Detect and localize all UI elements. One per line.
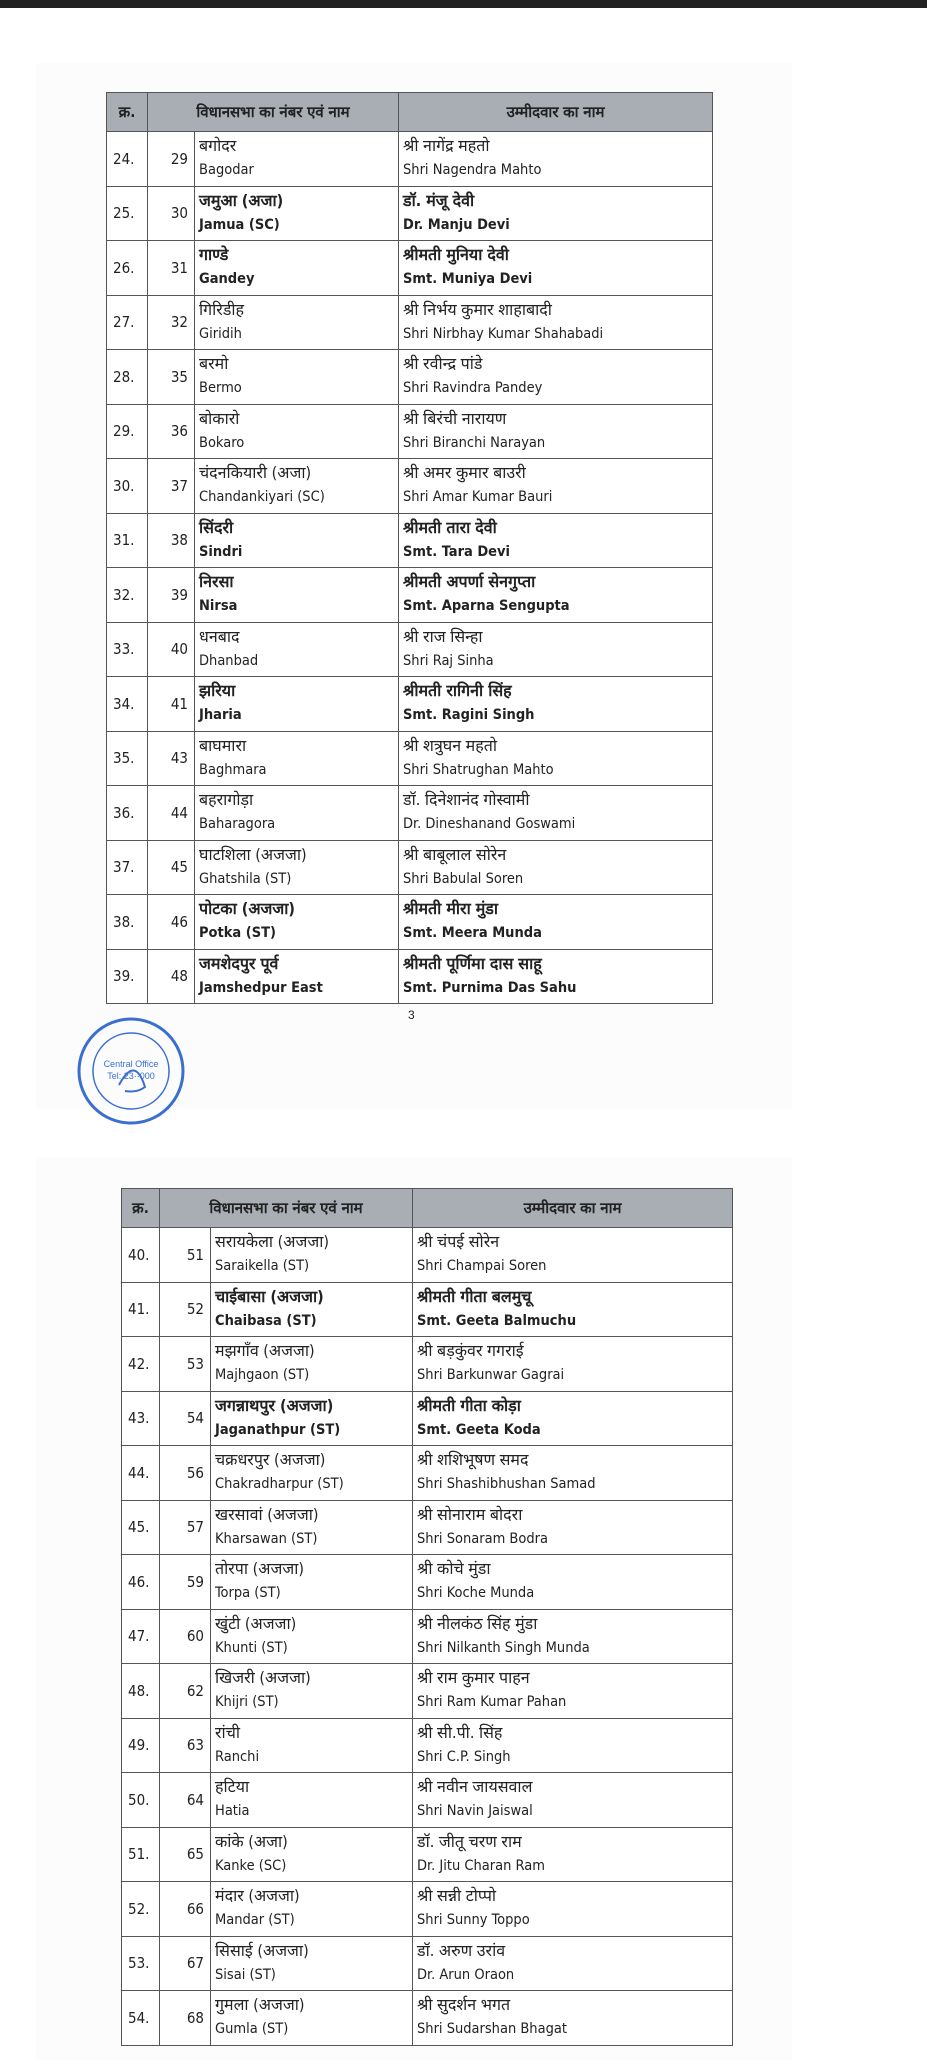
table-row xyxy=(122,1827,733,1882)
candidate-name xyxy=(413,1500,733,1555)
constituency-name xyxy=(195,786,399,841)
candidate-name xyxy=(399,295,713,350)
candidate-name-hindi: श्री शशिभूषण समद xyxy=(417,1450,529,1469)
candidate-name xyxy=(399,241,713,296)
constituency-number: 65 xyxy=(160,1827,211,1882)
constituency-name-hindi: कांके (अजा) xyxy=(215,1831,288,1851)
constituency-name-english: Jamua (SC) xyxy=(199,216,280,233)
candidate-name-english: Shri Shatrughan Mahto xyxy=(403,761,554,778)
candidate-name xyxy=(399,132,713,187)
serial-number: 40. xyxy=(122,1228,160,1283)
candidate-name-hindi: श्रीमती तारा देवी xyxy=(403,517,497,537)
constituency-number: 51 xyxy=(160,1228,211,1283)
candidate-name-hindi: श्री बड़कुंवर गगराई xyxy=(417,1341,524,1360)
serial-number: 43. xyxy=(122,1391,160,1446)
constituency-name-hindi: बरमो xyxy=(199,354,229,373)
constituency-name-english: Giridih xyxy=(199,325,242,342)
constituency-name xyxy=(195,350,399,405)
constituency-name-english: Jaganathpur (ST) xyxy=(215,1421,341,1438)
constituency-name xyxy=(211,1391,413,1446)
constituency-name xyxy=(195,622,399,677)
candidate-name-hindi: श्री नीलकंठ सिंह मुंडा xyxy=(417,1613,538,1633)
candidate-name-hindi: श्रीमती अपर्णा सेनगुप्ता xyxy=(403,572,536,591)
constituency-name xyxy=(211,1882,413,1937)
constituency-number: 32 xyxy=(148,295,195,350)
constituency-name-hindi: खुंटी (अजजा) xyxy=(215,1613,297,1633)
table-row xyxy=(107,186,713,241)
constituency-name-english: Saraikella (ST) xyxy=(215,1258,310,1274)
constituency-name-hindi: धनबाद xyxy=(199,626,240,646)
constituency-name-english: Chaibasa (ST) xyxy=(215,1312,317,1329)
candidate-name-hindi: श्री सोनाराम बोदरा xyxy=(417,1504,523,1524)
serial-number: 24. xyxy=(107,132,148,187)
candidate-name xyxy=(413,1664,733,1719)
table-row xyxy=(107,622,713,677)
table-row xyxy=(122,1936,733,1991)
candidate-name xyxy=(413,1936,733,1991)
candidate-name xyxy=(413,1228,733,1283)
constituency-number: 41 xyxy=(148,677,195,732)
candidate-table-page-4 xyxy=(121,1188,733,2046)
table-row xyxy=(107,949,713,1004)
table-row xyxy=(122,1773,733,1828)
serial-number: 26. xyxy=(107,241,148,296)
header-candidate: उम्मीदवार का नाम xyxy=(413,1189,733,1228)
candidate-name-hindi: श्री बाबूलाल सोरेन xyxy=(403,844,507,864)
constituency-number: 68 xyxy=(160,1991,211,2046)
constituency-number: 35 xyxy=(148,350,195,405)
constituency-name-english: Jamshedpur East xyxy=(199,979,323,996)
serial-number: 38. xyxy=(107,895,148,950)
candidate-table-page-3 xyxy=(106,92,713,1004)
candidate-name-english: Shri Raj Sinha xyxy=(403,652,494,669)
header-constituency: विधानसभा का नंबर एवं नाम xyxy=(148,93,399,132)
constituency-name xyxy=(195,132,399,187)
candidate-name-english: Shri Amar Kumar Bauri xyxy=(403,489,553,505)
candidate-name-hindi: डॉ. अरुण उरांव xyxy=(417,1940,506,1960)
constituency-name-english: Dhanbad xyxy=(199,652,259,669)
candidate-name xyxy=(413,1391,733,1446)
table-row xyxy=(107,786,713,841)
serial-number: 44. xyxy=(122,1446,160,1501)
candidate-name-english: Shri Nilkanth Singh Munda xyxy=(417,1639,590,1656)
candidate-name-hindi: श्री राम कुमार पाहन xyxy=(417,1668,530,1687)
table-row xyxy=(107,241,713,296)
table-row xyxy=(122,1609,733,1664)
candidate-name xyxy=(399,513,713,568)
serial-number: 46. xyxy=(122,1555,160,1610)
candidate-name xyxy=(399,677,713,732)
candidate-name xyxy=(413,1446,733,1501)
candidate-name-english: Shri Nagendra Mahto xyxy=(403,162,542,178)
constituency-name xyxy=(211,1936,413,1991)
table-row xyxy=(107,132,713,187)
constituency-name-hindi: पोटका (अजजा) xyxy=(199,899,296,918)
serial-number: 50. xyxy=(122,1773,160,1828)
constituency-name-english: Khijri (ST) xyxy=(215,1694,279,1710)
candidate-name xyxy=(413,1337,733,1392)
candidate-name xyxy=(399,895,713,950)
constituency-name-english: Ghatshila (ST) xyxy=(199,870,292,887)
header-constituency: विधानसभा का नंबर एवं नाम xyxy=(160,1189,413,1228)
candidate-name-english: Dr. Manju Devi xyxy=(403,216,510,233)
serial-number: 27. xyxy=(107,295,148,350)
constituency-number: 67 xyxy=(160,1936,211,1991)
candidate-name-english: Smt. Aparna Sengupta xyxy=(403,598,570,614)
serial-number: 45. xyxy=(122,1500,160,1555)
table-row xyxy=(107,731,713,786)
constituency-number: 54 xyxy=(160,1391,211,1446)
constituency-name-english: Potka (ST) xyxy=(199,925,276,941)
constituency-number: 63 xyxy=(160,1718,211,1773)
table-row xyxy=(107,568,713,623)
serial-number: 36. xyxy=(107,786,148,841)
constituency-name-english: Majhgaon (ST) xyxy=(215,1367,310,1383)
candidate-name-hindi: श्री नागेंद्र महतो xyxy=(403,136,490,155)
candidate-name-english: Shri Shashibhushan Samad xyxy=(417,1476,596,1492)
constituency-name-hindi: खरसावां (अजजा) xyxy=(215,1504,319,1524)
constituency-number: 60 xyxy=(160,1609,211,1664)
constituency-name-english: Hatia xyxy=(215,1803,250,1819)
constituency-name-hindi: चंदनकियारी (अजा) xyxy=(199,463,312,482)
candidate-name-english: Smt. Geeta Koda xyxy=(417,1421,541,1438)
constituency-name xyxy=(195,459,399,514)
constituency-number: 39 xyxy=(148,568,195,623)
table-row xyxy=(122,1228,733,1283)
constituency-name xyxy=(211,1991,413,2046)
constituency-name xyxy=(195,949,399,1004)
constituency-name-hindi: निरसा xyxy=(199,572,234,591)
constituency-name-hindi: हटिया xyxy=(215,1777,250,1796)
constituency-name xyxy=(211,1555,413,1610)
constituency-name-english: Gumla (ST) xyxy=(215,2021,289,2037)
candidate-name-english: Shri Sudarshan Bhagat xyxy=(417,2021,567,2037)
candidate-name xyxy=(413,1282,733,1337)
constituency-number: 30 xyxy=(148,186,195,241)
table-header xyxy=(107,93,713,132)
constituency-name-english: Khunti (ST) xyxy=(215,1639,288,1656)
constituency-number: 59 xyxy=(160,1555,211,1610)
candidate-name-english: Shri Sonaram Bodra xyxy=(417,1530,548,1547)
constituency-name-english: Kanke (SC) xyxy=(215,1857,287,1874)
constituency-name xyxy=(211,1718,413,1773)
constituency-number: 45 xyxy=(148,840,195,895)
table-row xyxy=(122,1882,733,1937)
table-row xyxy=(122,1555,733,1610)
table-row xyxy=(107,404,713,459)
constituency-name-english: Chandankiyari (SC) xyxy=(199,489,325,505)
serial-number: 32. xyxy=(107,568,148,623)
table-row xyxy=(107,840,713,895)
serial-number: 37. xyxy=(107,840,148,895)
candidate-name-english: Shri Champai Soren xyxy=(417,1258,547,1274)
serial-number: 25. xyxy=(107,186,148,241)
candidate-name-hindi: श्री सुदर्शन भगत xyxy=(417,1995,511,2014)
candidate-name-english: Dr. Dineshanand Goswami xyxy=(403,816,576,832)
table-row xyxy=(122,1991,733,2046)
constituency-name-hindi: घाटशिला (अजजा) xyxy=(199,844,307,864)
candidate-name xyxy=(399,840,713,895)
serial-number: 48. xyxy=(122,1664,160,1719)
candidate-name xyxy=(413,1555,733,1610)
constituency-name-hindi: चाईबासा (अजजा) xyxy=(215,1286,324,1306)
table-row xyxy=(122,1446,733,1501)
header-serial: क्र. xyxy=(122,1189,160,1228)
constituency-name xyxy=(195,241,399,296)
table-row xyxy=(122,1664,733,1719)
constituency-name-english: Chakradharpur (ST) xyxy=(215,1476,344,1492)
serial-number: 54. xyxy=(122,1991,160,2046)
candidate-name-hindi: श्री नवीन जायसवाल xyxy=(417,1777,533,1796)
candidate-name xyxy=(399,622,713,677)
table-row xyxy=(122,1718,733,1773)
serial-number: 42. xyxy=(122,1337,160,1392)
constituency-name xyxy=(195,895,399,950)
table-row xyxy=(107,895,713,950)
constituency-name-hindi: बहरागोड़ा xyxy=(199,790,254,809)
candidate-name-english: Dr. Arun Oraon xyxy=(417,1966,515,1983)
candidate-name-hindi: श्री शत्रुघन महतो xyxy=(403,735,498,755)
page-number: 3 xyxy=(408,1008,415,1022)
constituency-number: 40 xyxy=(148,622,195,677)
table-row xyxy=(107,513,713,568)
serial-number: 49. xyxy=(122,1718,160,1773)
candidate-name-english: Smt. Meera Munda xyxy=(403,925,542,941)
constituency-name-hindi: जगन्नाथपुर (अजजा) xyxy=(215,1395,334,1415)
constituency-name-english: Ranchi xyxy=(215,1748,260,1765)
header-serial: क्र. xyxy=(107,93,148,132)
serial-number: 47. xyxy=(122,1609,160,1664)
table-row xyxy=(107,459,713,514)
candidate-name-hindi: श्रीमती गीता बलमुचू xyxy=(417,1286,532,1306)
candidate-name xyxy=(399,350,713,405)
constituency-name xyxy=(211,1500,413,1555)
constituency-name-english: Bermo xyxy=(199,380,242,396)
status-bar xyxy=(0,0,927,8)
candidate-name xyxy=(413,1773,733,1828)
candidate-name-hindi: श्री चंपई सोरेन xyxy=(417,1232,500,1251)
constituency-name-hindi: खिजरी (अजजा) xyxy=(215,1668,311,1687)
constituency-number: 29 xyxy=(148,132,195,187)
candidate-name xyxy=(399,568,713,623)
constituency-name xyxy=(211,1664,413,1719)
candidate-name xyxy=(413,1991,733,2046)
table-row xyxy=(122,1282,733,1337)
candidate-name-english: Shri Nirbhay Kumar Shahabadi xyxy=(403,325,604,342)
constituency-name-english: Sisai (ST) xyxy=(215,1966,276,1983)
candidate-name-hindi: श्री राज सिन्हा xyxy=(403,626,483,646)
serial-number: 33. xyxy=(107,622,148,677)
constituency-name-english: Baghmara xyxy=(199,761,267,778)
constituency-name xyxy=(195,404,399,459)
serial-number: 39. xyxy=(107,949,148,1004)
constituency-name-english: Mandar (ST) xyxy=(215,1912,295,1928)
candidate-name-hindi: श्री सन्नी टोप्पो xyxy=(417,1886,497,1905)
constituency-number: 43 xyxy=(148,731,195,786)
constituency-name-english: Torpa (ST) xyxy=(215,1585,281,1601)
table-row xyxy=(122,1337,733,1392)
candidate-name-english: Shri Navin Jaiswal xyxy=(417,1803,533,1819)
constituency-name-hindi: बाघमारा xyxy=(199,735,247,755)
constituency-name-english: Jharia xyxy=(199,707,242,723)
candidate-name-english: Smt. Purnima Das Sahu xyxy=(403,979,577,996)
candidate-name xyxy=(399,949,713,1004)
constituency-number: 52 xyxy=(160,1282,211,1337)
candidate-name-english: Shri Biranchi Narayan xyxy=(403,434,546,451)
constituency-number: 38 xyxy=(148,513,195,568)
candidate-name-english: Smt. Muniya Devi xyxy=(403,271,533,287)
constituency-name xyxy=(211,1282,413,1337)
constituency-name-hindi: गाण्डे xyxy=(199,245,229,264)
serial-number: 31. xyxy=(107,513,148,568)
constituency-name xyxy=(195,513,399,568)
candidate-name-english: Shri Ravindra Pandey xyxy=(403,380,543,396)
constituency-name-english: Baharagora xyxy=(199,816,276,832)
candidate-name-hindi: श्री कोचे मुंडा xyxy=(417,1559,491,1578)
svg-text:Tel: 23··000: Tel: 23··000 xyxy=(107,1071,155,1081)
constituency-number: 56 xyxy=(160,1446,211,1501)
constituency-name-english: Nirsa xyxy=(199,598,238,614)
candidate-name-hindi: श्रीमती मीरा मुंडा xyxy=(403,899,499,918)
constituency-number: 64 xyxy=(160,1773,211,1828)
candidate-name xyxy=(399,786,713,841)
candidate-name-english: Shri Koche Munda xyxy=(417,1585,535,1601)
constituency-number: 31 xyxy=(148,241,195,296)
table-row xyxy=(107,350,713,405)
candidate-name-english: Shri C.P. Singh xyxy=(417,1748,511,1765)
serial-number: 53. xyxy=(122,1936,160,1991)
candidate-name-hindi: श्रीमती मुनिया देवी xyxy=(403,245,509,264)
candidate-name-hindi: श्री सी.पी. सिंह xyxy=(417,1722,503,1742)
svg-text:Central Office: Central Office xyxy=(103,1059,159,1069)
table-row xyxy=(107,677,713,732)
constituency-name xyxy=(195,186,399,241)
party-stamp-seal xyxy=(75,1015,187,1127)
constituency-name-english: Kharsawan (ST) xyxy=(215,1530,318,1547)
candidate-name-hindi: श्री रवीन्द्र पांडे xyxy=(403,354,483,373)
serial-number: 28. xyxy=(107,350,148,405)
serial-number: 52. xyxy=(122,1882,160,1937)
constituency-name-hindi: जमशेदपुर पूर्व xyxy=(199,953,279,973)
candidate-name xyxy=(413,1718,733,1773)
constituency-name-hindi: गिरिडीह xyxy=(199,299,245,319)
constituency-number: 62 xyxy=(160,1664,211,1719)
candidate-name-hindi: श्रीमती पूर्णिमा दास साहू xyxy=(403,953,542,973)
candidate-name xyxy=(413,1882,733,1937)
constituency-name-hindi: तोरपा (अजजा) xyxy=(215,1559,304,1578)
candidate-name xyxy=(413,1827,733,1882)
constituency-name-hindi: सिंदरी xyxy=(199,517,234,537)
candidate-name-hindi: श्रीमती रागिनी सिंह xyxy=(403,681,512,700)
candidate-name-english: Smt. Geeta Balmuchu xyxy=(417,1312,577,1329)
candidate-name-english: Shri Barkunwar Gagrai xyxy=(417,1367,565,1383)
constituency-name xyxy=(211,1827,413,1882)
constituency-name-english: Bagodar xyxy=(199,162,254,178)
constituency-name-hindi: गुमला (अजजा) xyxy=(215,1995,305,2014)
candidate-name-hindi: डॉ. जीतू चरण राम xyxy=(417,1831,522,1851)
serial-number: 34. xyxy=(107,677,148,732)
candidate-name-english: Shri Ram Kumar Pahan xyxy=(417,1694,567,1710)
candidate-name-hindi: श्रीमती गीता कोड़ा xyxy=(417,1395,521,1415)
candidate-name-english: Smt. Ragini Singh xyxy=(403,707,535,723)
constituency-name xyxy=(211,1609,413,1664)
constituency-number: 66 xyxy=(160,1882,211,1937)
constituency-name-english: Bokaro xyxy=(199,434,245,451)
header-candidate: उम्मीदवार का नाम xyxy=(399,93,713,132)
constituency-name-hindi: झरिया xyxy=(199,681,236,700)
serial-number: 51. xyxy=(122,1827,160,1882)
constituency-name xyxy=(195,568,399,623)
candidate-name xyxy=(399,459,713,514)
constituency-name xyxy=(195,731,399,786)
candidate-name-english: Smt. Tara Devi xyxy=(403,543,510,560)
constituency-number: 46 xyxy=(148,895,195,950)
constituency-number: 37 xyxy=(148,459,195,514)
constituency-number: 53 xyxy=(160,1337,211,1392)
table-row xyxy=(107,295,713,350)
constituency-name-hindi: चक्रधरपुर (अजजा) xyxy=(215,1450,326,1469)
constituency-name xyxy=(211,1446,413,1501)
candidate-name-hindi: डॉ. मंजू देवी xyxy=(403,190,475,210)
constituency-name xyxy=(211,1337,413,1392)
constituency-name xyxy=(211,1773,413,1828)
candidate-name xyxy=(399,404,713,459)
table-row xyxy=(122,1391,733,1446)
constituency-name-hindi: जमुआ (अजा) xyxy=(199,190,284,210)
constituency-number: 57 xyxy=(160,1500,211,1555)
constituency-name xyxy=(211,1228,413,1283)
table-row xyxy=(122,1500,733,1555)
constituency-name-hindi: रांची xyxy=(215,1722,240,1742)
constituency-number: 44 xyxy=(148,786,195,841)
candidate-name-english: Shri Sunny Toppo xyxy=(417,1912,530,1928)
candidate-name xyxy=(399,186,713,241)
constituency-name xyxy=(195,295,399,350)
serial-number: 30. xyxy=(107,459,148,514)
constituency-number: 36 xyxy=(148,404,195,459)
serial-number: 41. xyxy=(122,1282,160,1337)
candidate-name-hindi: डॉ. दिनेशानंद गोस्वामी xyxy=(403,790,530,809)
candidate-name-hindi: श्री बिरंची नारायण xyxy=(403,408,507,428)
constituency-name-english: Gandey xyxy=(199,271,255,287)
constituency-name-hindi: बगोदर xyxy=(199,136,237,155)
constituency-number: 48 xyxy=(148,949,195,1004)
candidate-name xyxy=(413,1609,733,1664)
constituency-name-hindi: मझगाँव (अजजा) xyxy=(215,1341,315,1360)
constituency-name-hindi: सिसाई (अजजा) xyxy=(215,1940,309,1960)
constituency-name-hindi: मंदार (अजजा) xyxy=(215,1886,300,1905)
candidate-name xyxy=(399,731,713,786)
table-header xyxy=(122,1189,733,1228)
constituency-name xyxy=(195,677,399,732)
candidate-name-hindi: श्री निर्भय कुमार शाहाबादी xyxy=(403,299,552,319)
candidate-name-english: Shri Babulal Soren xyxy=(403,870,524,887)
constituency-name-hindi: बोकारो xyxy=(199,408,240,428)
constituency-name-english: Sindri xyxy=(199,543,243,560)
constituency-name-hindi: सरायकेला (अजजा) xyxy=(215,1232,329,1251)
candidate-name-english: Dr. Jitu Charan Ram xyxy=(417,1857,545,1874)
serial-number: 29. xyxy=(107,404,148,459)
candidate-name-hindi: श्री अमर कुमार बाउरी xyxy=(403,463,526,482)
constituency-name xyxy=(195,840,399,895)
serial-number: 35. xyxy=(107,731,148,786)
